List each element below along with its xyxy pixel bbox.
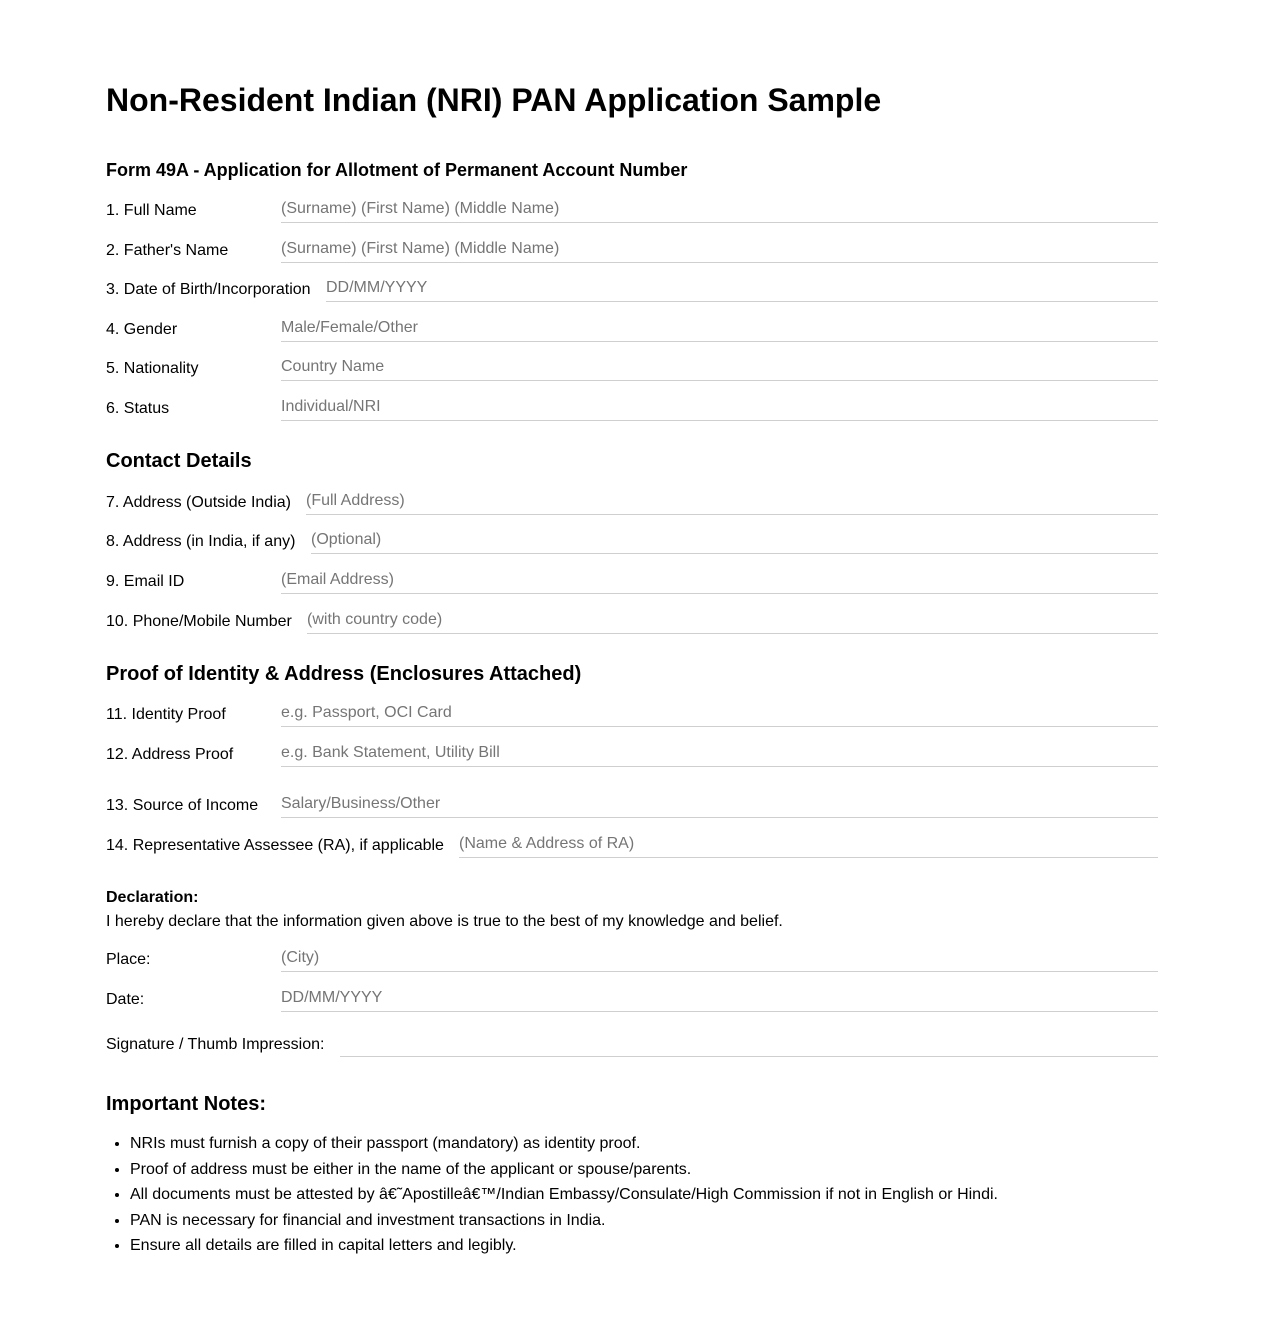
place-input[interactable] bbox=[281, 944, 1158, 972]
address-in-india-label: 8. Address (in India, if any) bbox=[106, 533, 296, 550]
address-in-india-input[interactable] bbox=[311, 526, 1158, 554]
fathers-name-input[interactable] bbox=[281, 235, 1158, 263]
page-title: Non-Resident Indian (NRI) PAN Application Sample bbox=[106, 82, 882, 118]
notes-list bbox=[106, 1131, 998, 1259]
email-input[interactable] bbox=[281, 566, 1158, 594]
date-of-birth-input[interactable] bbox=[326, 274, 1158, 302]
signature-label: Signature / Thumb Impression: bbox=[106, 1036, 325, 1053]
signature-row bbox=[106, 1029, 1158, 1061]
list-item: • PAN is necessary for financial and investment transactions in India. bbox=[130, 1208, 998, 1234]
fathers-name-row bbox=[106, 235, 1158, 267]
source-of-income-label: 13. Source of Income bbox=[106, 797, 259, 814]
place-label: Place: bbox=[106, 951, 151, 968]
address-proof-label: 12. Address Proof bbox=[106, 746, 234, 763]
full-name-input[interactable] bbox=[281, 195, 1158, 223]
list-item: • Proof of address must be either in the name of the applicant or spouse/parents. bbox=[130, 1157, 998, 1183]
proof-heading: Proof of Identity & Address (Enclosures Attached) bbox=[106, 663, 582, 685]
list-item: • NRIs must furnish a copy of their passport (mandatory) as identity proof. bbox=[130, 1131, 998, 1157]
contact-details-heading: Contact Details bbox=[106, 450, 252, 472]
phone-row bbox=[106, 606, 1158, 638]
phone-label: 10. Phone/Mobile Number bbox=[106, 613, 292, 630]
address-proof-input[interactable] bbox=[281, 739, 1158, 767]
place-row bbox=[106, 944, 1158, 976]
address-outside-india-input[interactable] bbox=[306, 487, 1158, 515]
address-outside-india-row bbox=[106, 487, 1158, 519]
status-input[interactable] bbox=[281, 393, 1158, 421]
gender-label: 4. Gender bbox=[106, 321, 178, 338]
form-title: Form 49A - Application for Allotment of Permanent Account Number bbox=[106, 160, 688, 180]
date-input[interactable] bbox=[281, 984, 1158, 1012]
identity-proof-label: 11. Identity Proof bbox=[106, 706, 226, 723]
important-notes-heading: Important Notes: bbox=[106, 1093, 266, 1115]
address-in-india-row bbox=[106, 526, 1158, 558]
gender-input[interactable] bbox=[281, 314, 1158, 342]
source-of-income-row bbox=[106, 790, 1158, 822]
phone-input[interactable] bbox=[307, 606, 1158, 634]
date-of-birth-row bbox=[106, 274, 1158, 306]
full-name-row bbox=[106, 195, 1158, 227]
signature-input[interactable] bbox=[340, 1029, 1158, 1057]
identity-proof-row bbox=[106, 699, 1158, 731]
status-row bbox=[106, 393, 1158, 425]
address-proof-row bbox=[106, 739, 1158, 771]
declaration-heading: Declaration: bbox=[106, 889, 199, 906]
fathers-name-label: 2. Father's Name bbox=[106, 242, 229, 259]
representative-assessee-label: 14. Representative Assessee (RA), if applicable bbox=[106, 837, 444, 854]
full-name-label: 1. Full Name bbox=[106, 202, 197, 219]
source-of-income-input[interactable] bbox=[281, 790, 1158, 818]
status-label: 6. Status bbox=[106, 400, 170, 417]
date-of-birth-label: 3. Date of Birth/Incorporation bbox=[106, 281, 311, 298]
declaration-text: I hereby declare that the information given above is true to the best of my knowledge and belief. bbox=[106, 913, 783, 930]
representative-assessee-row bbox=[106, 830, 1158, 862]
email-label: 9. Email ID bbox=[106, 573, 185, 590]
nationality-input[interactable] bbox=[281, 353, 1158, 381]
nationality-label: 5. Nationality bbox=[106, 360, 199, 377]
list-item: • All documents must be attested by â€˜Apostilleâ€™/Indian Embassy/Consulate/High Commission if not in English or Hindi. bbox=[130, 1182, 998, 1208]
address-outside-india-label: 7. Address (Outside India) bbox=[106, 494, 291, 511]
email-row bbox=[106, 566, 1158, 598]
representative-assessee-input[interactable] bbox=[459, 830, 1158, 858]
list-item: • Ensure all details are filled in capital letters and legibly. bbox=[130, 1233, 998, 1259]
identity-proof-input[interactable] bbox=[281, 699, 1158, 727]
gender-row bbox=[106, 314, 1158, 346]
date-label: Date: bbox=[106, 991, 145, 1008]
nationality-row bbox=[106, 353, 1158, 385]
date-row bbox=[106, 984, 1158, 1016]
